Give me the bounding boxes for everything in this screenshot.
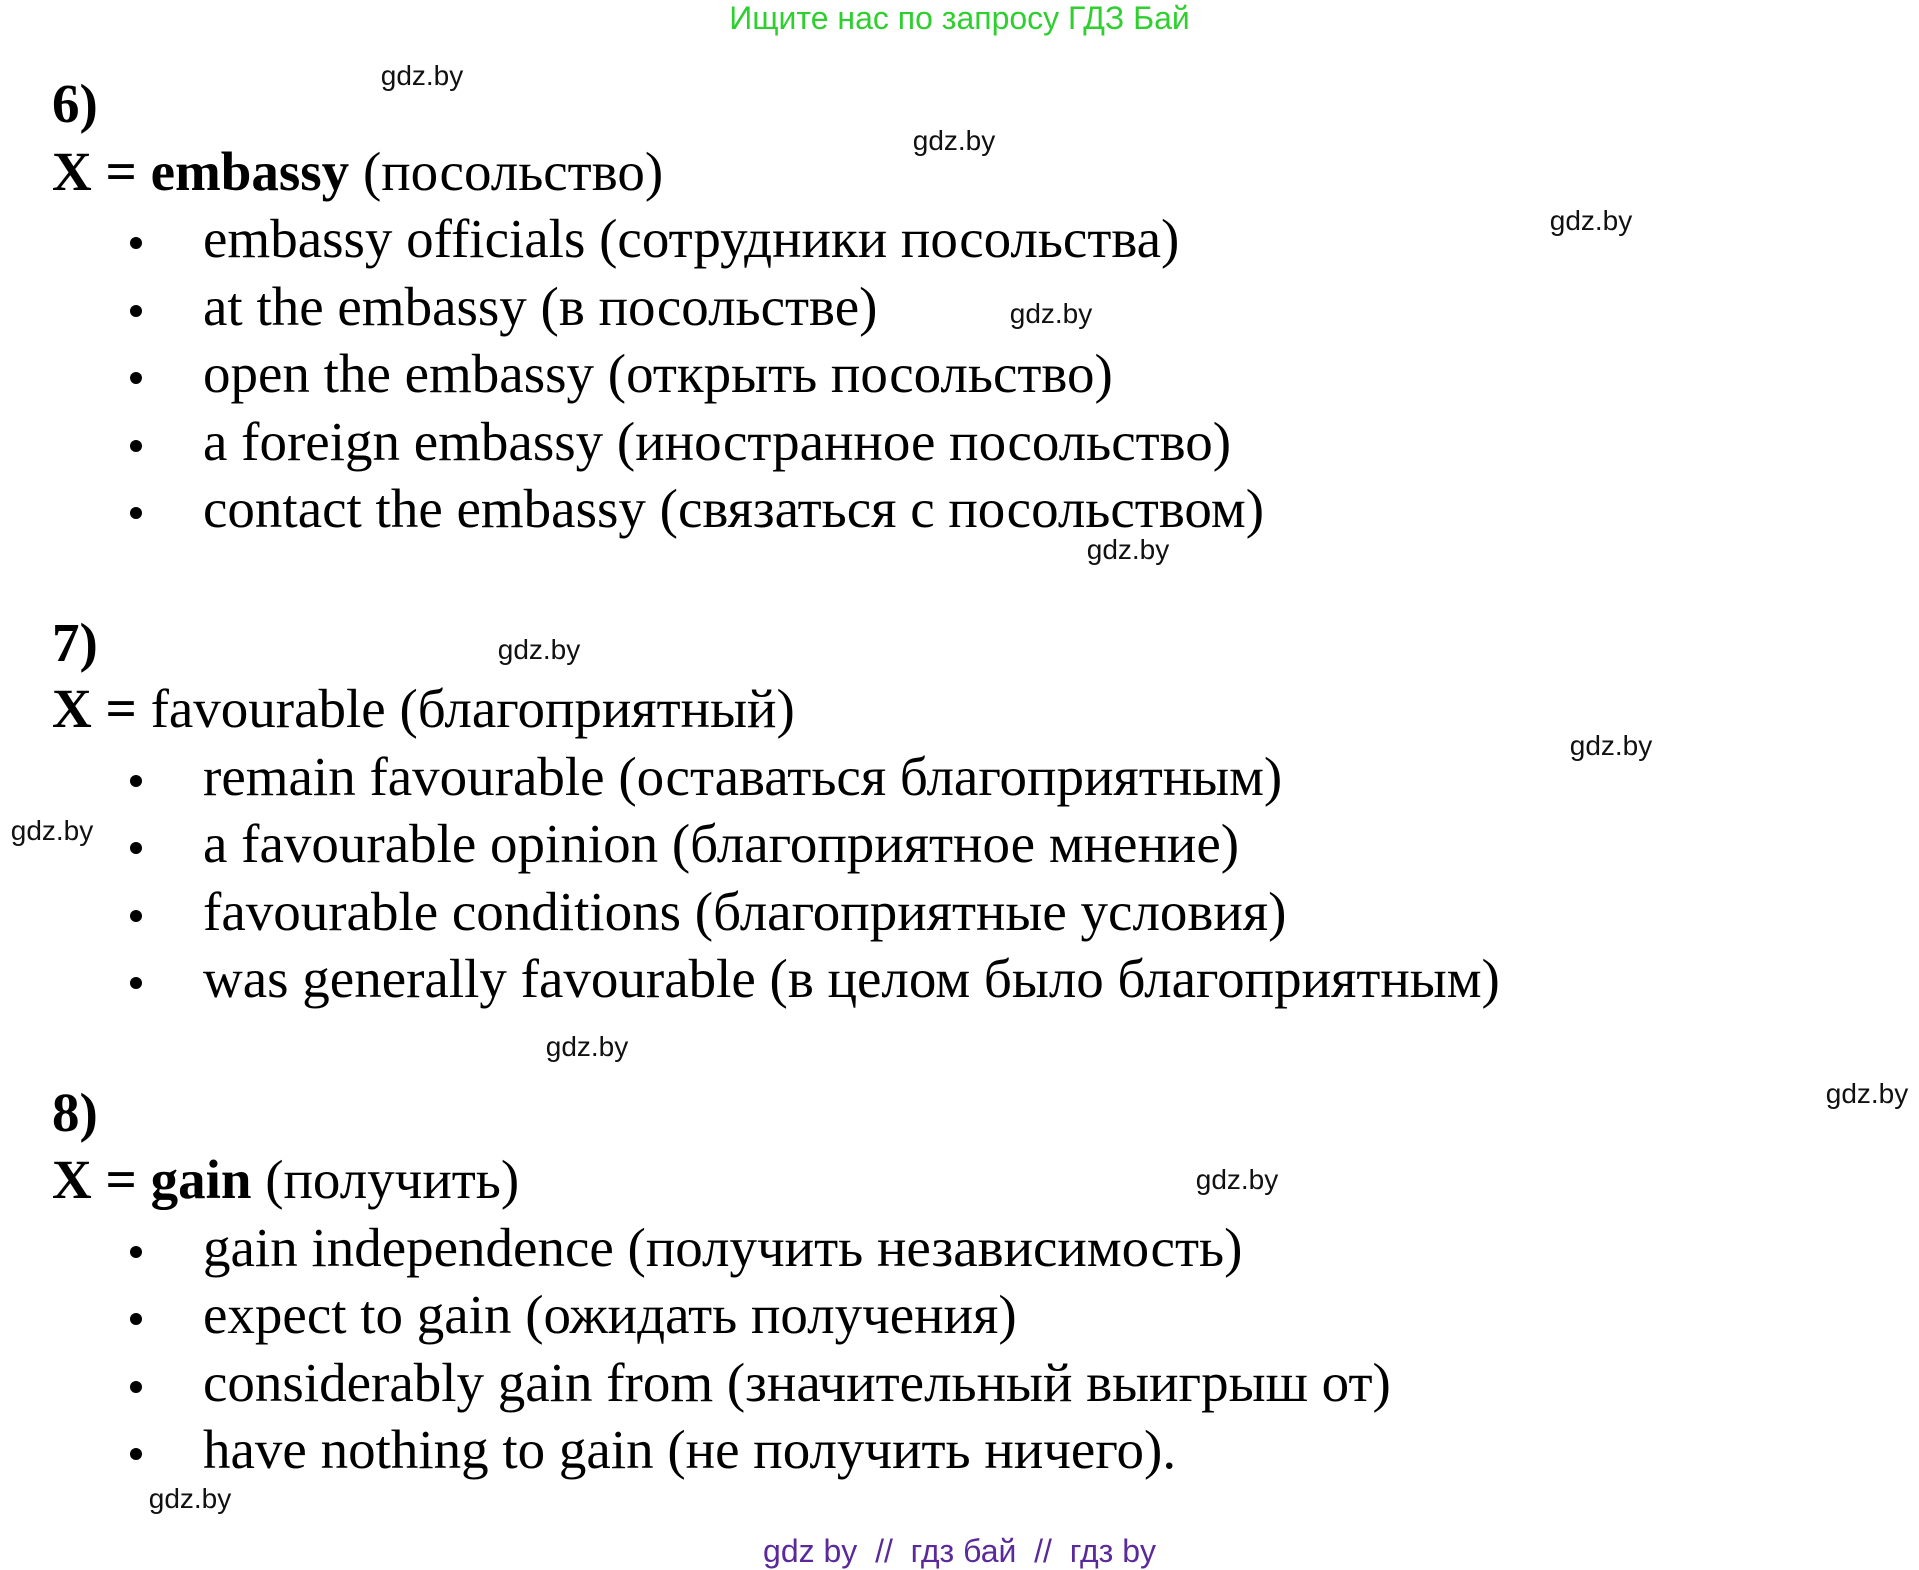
bullet-icon bbox=[130, 237, 142, 249]
list-item: have nothing to gain (не получить ничего). bbox=[203, 1419, 1177, 1480]
bullet-icon bbox=[130, 910, 142, 922]
bullet-icon bbox=[130, 440, 142, 452]
watermark: gdz.by bbox=[545, 1031, 629, 1062]
list-item: considerably gain from (значительный выигрыш от) bbox=[203, 1352, 1391, 1413]
watermark: gdz.by bbox=[1195, 1164, 1279, 1195]
watermark: gdz.by bbox=[1569, 730, 1653, 761]
definition-line bbox=[52, 1149, 519, 1211]
list-item: a foreign embassy (иностранное посольство) bbox=[203, 411, 1232, 472]
translation: (получить) bbox=[265, 1149, 520, 1210]
watermark: gdz.by bbox=[1009, 298, 1093, 329]
watermark: gdz.by bbox=[1086, 534, 1170, 565]
watermark: gdz.by bbox=[10, 815, 94, 846]
list-item: was generally favourable (в целом было благоприятным) bbox=[203, 948, 1500, 1009]
list-item: at the embassy (в посольстве) bbox=[203, 276, 878, 337]
bullet-icon bbox=[130, 1313, 142, 1325]
list-item: gain independence (получить независимость) bbox=[203, 1217, 1243, 1278]
watermark: gdz.by bbox=[380, 60, 464, 91]
bullet-icon bbox=[130, 507, 142, 519]
list-item: expect to gain (ожидать получения) bbox=[203, 1284, 1017, 1345]
section-number: 7) bbox=[52, 612, 98, 673]
list-item: a favourable opinion (благоприятное мнение) bbox=[203, 813, 1240, 874]
bullet-icon bbox=[130, 1246, 142, 1258]
watermark: gdz.by bbox=[497, 634, 581, 665]
list-item: remain favourable (оставаться благоприятным) bbox=[203, 746, 1283, 807]
watermark: gdz.by bbox=[1549, 205, 1633, 236]
watermark: gdz.by bbox=[912, 125, 996, 156]
footer-watermark: gdz by // гдз бай // гдз by bbox=[763, 1533, 1156, 1569]
x-label: X = bbox=[52, 1149, 151, 1210]
bullet-icon bbox=[130, 842, 142, 854]
x-label: X = bbox=[52, 678, 151, 739]
translation: (посольство) bbox=[362, 141, 664, 202]
translation: (благоприятный) bbox=[399, 678, 795, 739]
section-number: 6) bbox=[52, 73, 98, 134]
definition-line bbox=[52, 141, 663, 203]
bullet-icon bbox=[130, 372, 142, 384]
definition-line bbox=[52, 678, 795, 740]
bullet-icon bbox=[130, 977, 142, 989]
watermark: gdz.by bbox=[148, 1483, 232, 1514]
watermark: gdz.by bbox=[1825, 1078, 1909, 1109]
search-banner: Ищите нас по запросу ГДЗ Бай bbox=[729, 0, 1190, 36]
bullet-icon bbox=[130, 305, 142, 317]
list-item: open the embassy (открыть посольство) bbox=[203, 343, 1113, 404]
answer-word: favourable bbox=[150, 678, 400, 739]
answer-word: embassy bbox=[150, 141, 363, 202]
answer-word: gain bbox=[150, 1149, 266, 1210]
bullet-icon bbox=[130, 1381, 142, 1393]
bullet-icon bbox=[130, 1448, 142, 1460]
list-item: favourable conditions (благоприятные условия) bbox=[203, 881, 1287, 942]
bullet-icon bbox=[130, 775, 142, 787]
list-item: embassy officials (сотрудники посольства) bbox=[203, 208, 1180, 269]
list-item: contact the embassy (связаться с посольством) bbox=[203, 478, 1265, 539]
x-label: X = bbox=[52, 141, 151, 202]
section-number: 8) bbox=[52, 1082, 98, 1143]
